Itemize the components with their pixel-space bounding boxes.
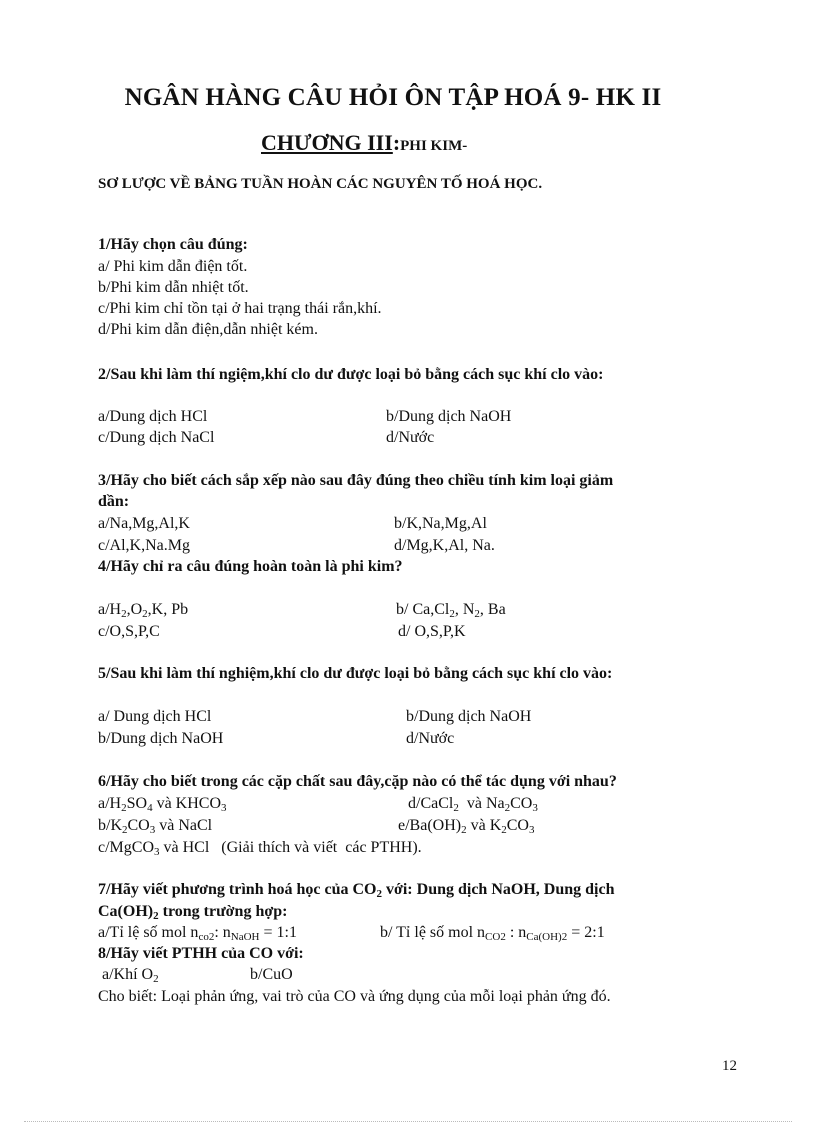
q1-option-c: c/Phi kim chỉ tồn tại ở hai trạng thái rắn,khí.: [98, 300, 382, 317]
q3-question-line2: dần:: [98, 493, 130, 510]
q8-note: Cho biết: Loại phản ứng, vai trò của CO và ứng dụng của mỗi loại phản ứng đó.: [98, 988, 611, 1005]
q4-option-d: d/ O,S,P,K: [398, 623, 466, 640]
page-number: 12: [722, 1058, 737, 1074]
q6-option-b: $b/K_2CO_3$ và NaCl: [98, 817, 213, 836]
q5-question: 5/Sau khi làm thí nghiệm,khí clo dư được loại bỏ bằng cách sục khí clo vào:: [98, 665, 613, 682]
q5-option-a: a/ Dung dịch HCl: [98, 708, 212, 725]
q3-question-line1: 3/Hãy cho biết cách sắp xếp nào sau đây đúng theo chiều tính kim loại giảm: [98, 472, 614, 489]
q4-question: 4/Hãy chỉ ra câu đúng hoàn toàn là phi kim?: [98, 558, 403, 575]
page-bottom-divider: [24, 1121, 792, 1122]
q8-option-b: b/CuO: [250, 966, 293, 983]
q7-question-line2: $Ca(OH)_2$ trong trường hợp:: [98, 903, 288, 922]
title-text: NGÂN HÀNG CÂU HỎI ÔN TẬP HOÁ 9- HK II: [124, 84, 662, 111]
q1-question: 1/Hãy chọn câu đúng:: [98, 236, 248, 253]
q8-question: 8/Hãy viết PTHH của CO với:: [98, 945, 304, 962]
q2-option-b: b/Dung dịch NaOH: [386, 408, 512, 425]
q7-option-b: b/ Tỉ lệ số mol $n_{CO2}$ : $n_{Ca(OH)2}$ = 2:1: [380, 924, 605, 943]
q3-option-c: c/Al,K,Na.Mg: [98, 537, 190, 554]
q2-question: 2/Sau khi làm thí ngiệm,khí clo dư được loại bỏ bằng cách sục khí clo vào:: [98, 366, 604, 383]
q6-option-a: $a/H_2SO_4$ và $KHCO_3$: [98, 795, 227, 814]
chapter-rest: PHI KIM-: [400, 138, 468, 154]
chapter-subtitle: SƠ LƯỢC VỀ BẢNG TUẦN HOÀN CÁC NGUYÊN TỐ HOÁ HỌC.: [98, 176, 543, 192]
q1-option-a: a/ Phi kim dẫn điện tốt.: [98, 258, 248, 275]
q2-option-d: d/Nước: [386, 429, 435, 446]
q5-option-b2: b/Dung dịch NaOH: [98, 730, 224, 747]
q3-option-d: d/Mg,K,Al, Na.: [394, 537, 495, 554]
q1-option-d: d/Phi kim dẫn điện,dẫn nhiệt kém.: [98, 321, 318, 338]
q6-option-e: $e/Ba(OH)_2$ và $K_2CO_3$: [398, 817, 535, 836]
q2-option-c: c/Dung dịch NaCl: [98, 429, 215, 446]
q3-option-a: a/Na,Mg,Al,K: [98, 515, 190, 532]
chapter-heading: [261, 130, 467, 156]
q1-option-b: b/Phi kim dẫn nhiệt tốt.: [98, 279, 249, 296]
q6-option-d: d/CaCl$_2$ và $Na_2CO_3$: [408, 795, 538, 814]
q2-option-a: a/Dung dịch HCl: [98, 408, 208, 425]
q7-question-line1: 7/Hãy viết phương trình hoá học của $CO_2$ với: Dung dịch NaOH, Dung dịch: [98, 881, 615, 900]
page-title: [0, 84, 816, 112]
q5-option-d: d/Nước: [406, 730, 455, 747]
q5-option-b: b/Dung dịch NaOH: [406, 708, 532, 725]
q6-question: 6/Hãy cho biết trong các cặp chất sau đây,cặp nào có thể tác dụng với nhau?: [98, 773, 617, 790]
q4-option-c: c/O,S,P,C: [98, 623, 160, 640]
q3-option-b: b/K,Na,Mg,Al: [394, 515, 487, 532]
chapter-main: CHƯƠNG III: [261, 130, 393, 155]
chapter-colon: :: [392, 130, 401, 155]
q4-option-a: $a/H_2,O_2,K$, Pb: [98, 601, 189, 620]
q4-option-b: b/ $Ca,Cl_2$, $N_2$, Ba: [396, 601, 506, 620]
q6-option-c: c/MgCO$_3$ và HCl (Giải thích và viết các PTHH).: [98, 839, 422, 858]
q7-option-a: a/Tỉ lệ số mol $n_{co2}$: $n_{NaOH}$ = 1:1: [98, 924, 297, 943]
q8-option-a: a/Khí $O_2$: [98, 966, 159, 985]
